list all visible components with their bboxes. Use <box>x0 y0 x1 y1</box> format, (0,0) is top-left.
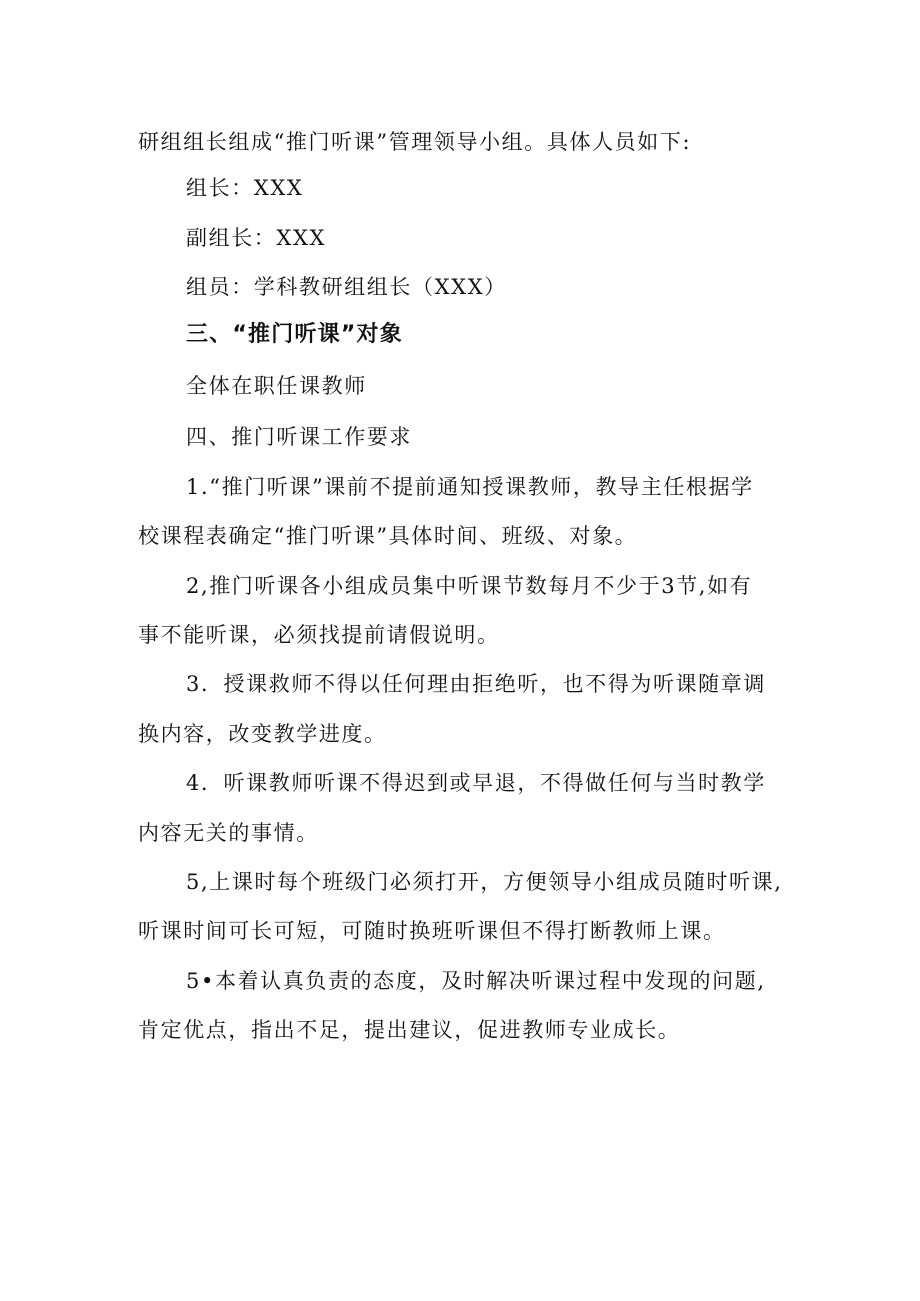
leader-line: 组长：XXX <box>186 176 304 200</box>
requirement-4-line-1: 4．听课教师听课不得迟到或早退，不得做任何与当时教学 <box>186 771 766 795</box>
members-line: 组员：学科教研组组长（XXX） <box>186 275 507 299</box>
audience-line: 全体在职任课教师 <box>186 374 367 398</box>
requirement-3-line-1: 3．授课救师不得以任何理由拒绝听，也不得为听课随章调 <box>186 672 766 696</box>
requirement-5-line-1: 5,上课时每个班级门必须打开，方便领导小组成员随时听课, <box>186 870 783 894</box>
requirement-1-line-2: 校课程表确定“推门听课”具体时间、班级、对象。 <box>138 524 638 548</box>
paragraph-line: 研组组长组成“推门听课”管理领导小组。具体人员如下: <box>138 130 692 154</box>
section-3-heading: 三、“推门听课”对象 <box>186 322 403 347</box>
requirement-5-line-2: 听课时间可长可短，可随时换班听课但不得打断教师上课。 <box>138 919 726 943</box>
section-4-heading: 四、推门听课工作要求 <box>186 425 412 449</box>
requirement-6-line-2: 肯定优点，指出不足，提出建议，促进教师专业成长。 <box>138 1018 681 1042</box>
requirement-1-line-1: 1.“推门听课”课前不提前通知授课教师，教导主任根据学 <box>186 475 754 499</box>
requirement-4-line-2: 内容无关的事情。 <box>138 821 319 845</box>
requirement-2-line-1: 2,推门听课各小组成员集中听课节数每月不少于3节,如有 <box>186 574 753 598</box>
deputy-leader-line: 副组长：XXX <box>186 226 327 250</box>
requirement-6-line-1: 5•本着认真负责的态度，及时解决听课过程中发现的问题, <box>186 969 766 993</box>
requirement-3-line-2: 换内容，改变教学进度。 <box>138 722 387 746</box>
requirement-2-line-2: 事不能听课，必须找提前请假说明。 <box>138 623 500 647</box>
